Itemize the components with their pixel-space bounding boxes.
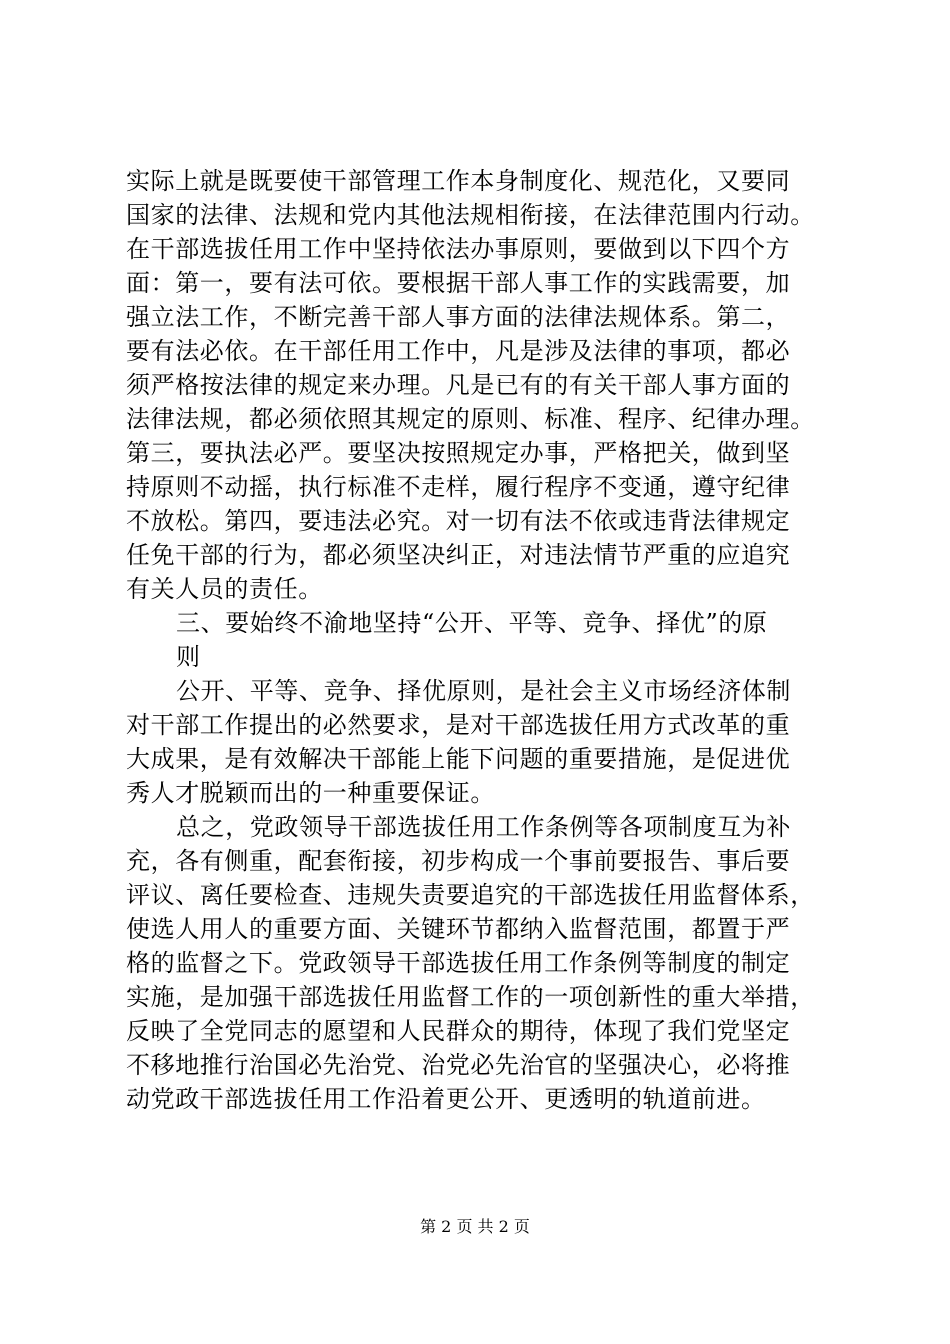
text-line: 有关人员的责任。 [126,575,323,603]
section-heading-principle [126,606,846,674]
text-line: 评议、离任要检查、违规失责要追究的干部选拔任用监督体系， [126,881,815,909]
page-footer [0,1215,950,1239]
text-line: 格的监督之下。党政领导干部选拔任用工作条例等制度的制定 [126,949,791,977]
text-line: 反映了全党同志的愿望和人民群众的期待，体现了我们党坚定 [126,1017,791,1045]
text-line: 大成果，是有效解决干部能上能下问题的重要措施，是促进优 [126,745,791,773]
text-line: 使选人用人的重要方面、关键环节都纳入监督范围，都置于严 [126,915,791,943]
text-line: 实际上就是既要使干部管理工作本身制度化、规范化，又要同 [126,167,791,195]
text-line: 对干部工作提出的必然要求，是对干部选拔任用方式改革的重 [126,711,791,739]
heading-line: 三、要始终不渝地坚持“公开、平等、竞争、择优”的原 [176,609,768,637]
text-line: 充，各有侧重，配套衔接，初步构成一个事前要报告、事后要 [126,847,791,875]
text-line: 动党政干部选拔任用工作沿着更公开、更透明的轨道前进。 [126,1085,766,1113]
text-line: 实施，是加强干部选拔任用监督工作的一项创新性的重大举措， [126,983,815,1011]
text-line: 国家的法律、法规和党内其他法规相衔接，在法律范围内行动。 [126,201,815,229]
document-body [126,164,846,1116]
text-line: 在干部选拔任用工作中坚持依法办事原则，要做到以下四个方 [126,235,791,263]
text-line: 公开、平等、竞争、择优原则，是社会主义市场经济体制 [176,677,791,705]
text-line: 持原则不动摇，执行标准不走样，履行程序不变通，遵守纪律 [126,473,791,501]
text-line: 任免干部的行为，都必须坚决纠正，对违法情节严重的应追究 [126,541,791,569]
text-line: 面：第一，要有法可依。要根据干部人事工作的实践需要，加 [126,269,791,297]
text-line: 法律法规，都必须依照其规定的原则、标准、程序、纪律办理。 [126,405,815,433]
text-line: 须严格按法律的规定来办理。凡是已有的有关干部人事方面的 [126,371,791,399]
page-number-label: 第 2 页 共 2 页 [420,1217,530,1236]
heading-line: 则 [176,643,201,671]
text-line: 不放松。第四，要违法必究。对一切有法不依或违背法律规定 [126,507,791,535]
text-line: 秀人才脱颖而出的一种重要保证。 [126,779,495,807]
paragraph-rule-of-law [126,164,846,606]
paragraph-open-competition [126,674,846,810]
text-line: 第三，要执法必严。要坚决按照规定办事，严格把关，做到坚 [126,439,791,467]
paragraph-conclusion [126,810,846,1116]
text-line: 不移地推行治国必先治党、治党必先治官的坚强决心，必将推 [126,1051,791,1079]
text-line: 总之，党政领导干部选拔任用工作条例等各项制度互为补 [176,813,791,841]
text-line: 要有法必依。在干部任用工作中，凡是涉及法律的事项，都必 [126,337,791,365]
text-line: 强立法工作，不断完善干部人事方面的法律法规体系。第二， [126,303,791,331]
